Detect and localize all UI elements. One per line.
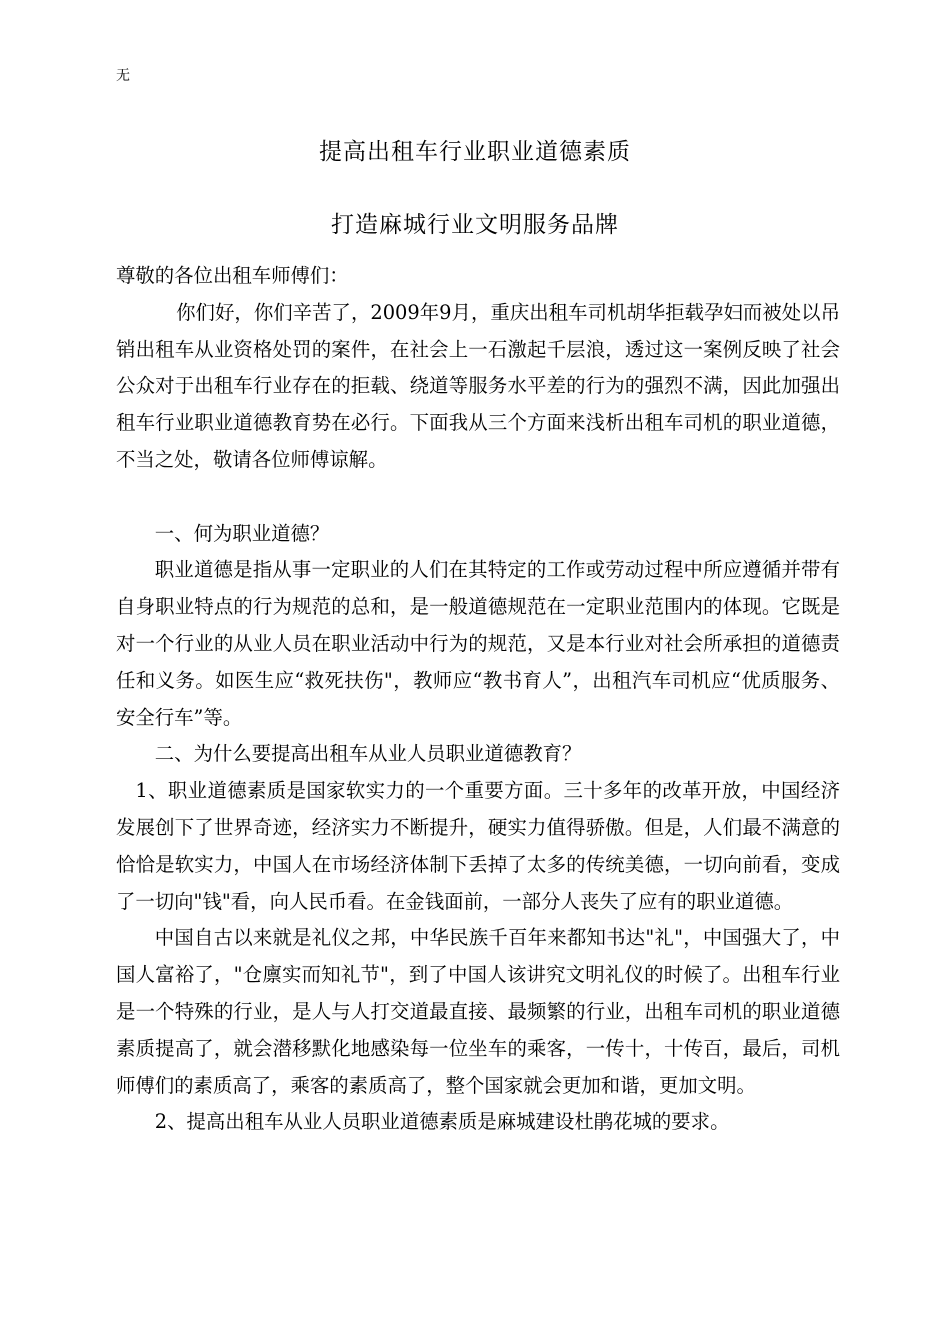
paragraph-gap: [116, 479, 840, 516]
paragraph-etiquette: 中国自古以来就是礼仪之邦，中华民族千百年来都知书达"礼"，中国强大了，中国人富裕了，"仓廪实而知礼节"，到了中国人该讲究文明礼仪的时候了。出租车行业是一个特殊的行业，是人与人打交道最直接、最频繁的行业，出租车司机的职业道德素质提高了，就会潜移默化地感染每一位坐车的乘客，一传十，十传百，最后，司机师傅们的素质高了，乘客的素质高了，整个国家就会更加和谐，更加文明。: [116, 926, 840, 1097]
paragraph-definition: 职业道德是指从事一定职业的人们在其特定的工作或劳动过程中所应遵循并带有自身职业特点的行为规范的总和，是一般道德规范在一定职业范围内的体现。它既是对一个行业的从业人员在职业活动中行为的规范，又是本行业对社会所承担的道德责任和义务。如医生应“救死扶伤"，教师应“教书育人”，出租汽车司机应“优质服务、安全行车”等。: [116, 558, 840, 729]
section-heading-1: 一、何为职业道德？: [154, 521, 330, 545]
document-title-line-1: 提高出租车行业职业道德素质: [319, 139, 631, 165]
document-title-line-2: 打造麻城行业文明服务品牌: [331, 212, 619, 238]
paragraph-intro: 你们好，你们辛苦了，2009年9月，重庆出租车司机胡华拒载孕妇而被处以吊销出租车从业资格处罚的案件，在社会上一石激起千层浪，透过这一案例反映了社会公众对于出租车行业存在的拒载、绕道等服务水平差的行为的强烈不满，因此加强出租车行业职业道德教育势在必行。下面我从三个方面来浅析出租车司机的职业道德，不当之处，敬请各位师傅谅解。: [116, 300, 840, 471]
document-body: [116, 258, 840, 1141]
paragraph-point-2: 2、提高出租车从业人员职业道德素质是麻城建设杜鹃花城的要求。: [154, 1110, 730, 1134]
salutation: 尊敬的各位出租车师傅们：: [116, 264, 349, 287]
paragraph-point-1: 1、职业道德素质是国家软实力的一个重要方面。三十多年的改革开放，中国经济发展创下了世界奇迹，经济实力不断提升，硬实力值得骄傲。但是，人们最不满意的恰恰是软实力，中国人在市场经济体制下丢掉了太多的传统美德，一切向前看，变成了一切向"钱"看，向人民币看。在金钱面前，一部分人丧失了应有的职业道德。: [116, 779, 840, 913]
header-mark: 无: [116, 68, 130, 84]
section-heading-2: 二、为什么要提高出租车从业人员职业道德教育？: [154, 742, 582, 766]
